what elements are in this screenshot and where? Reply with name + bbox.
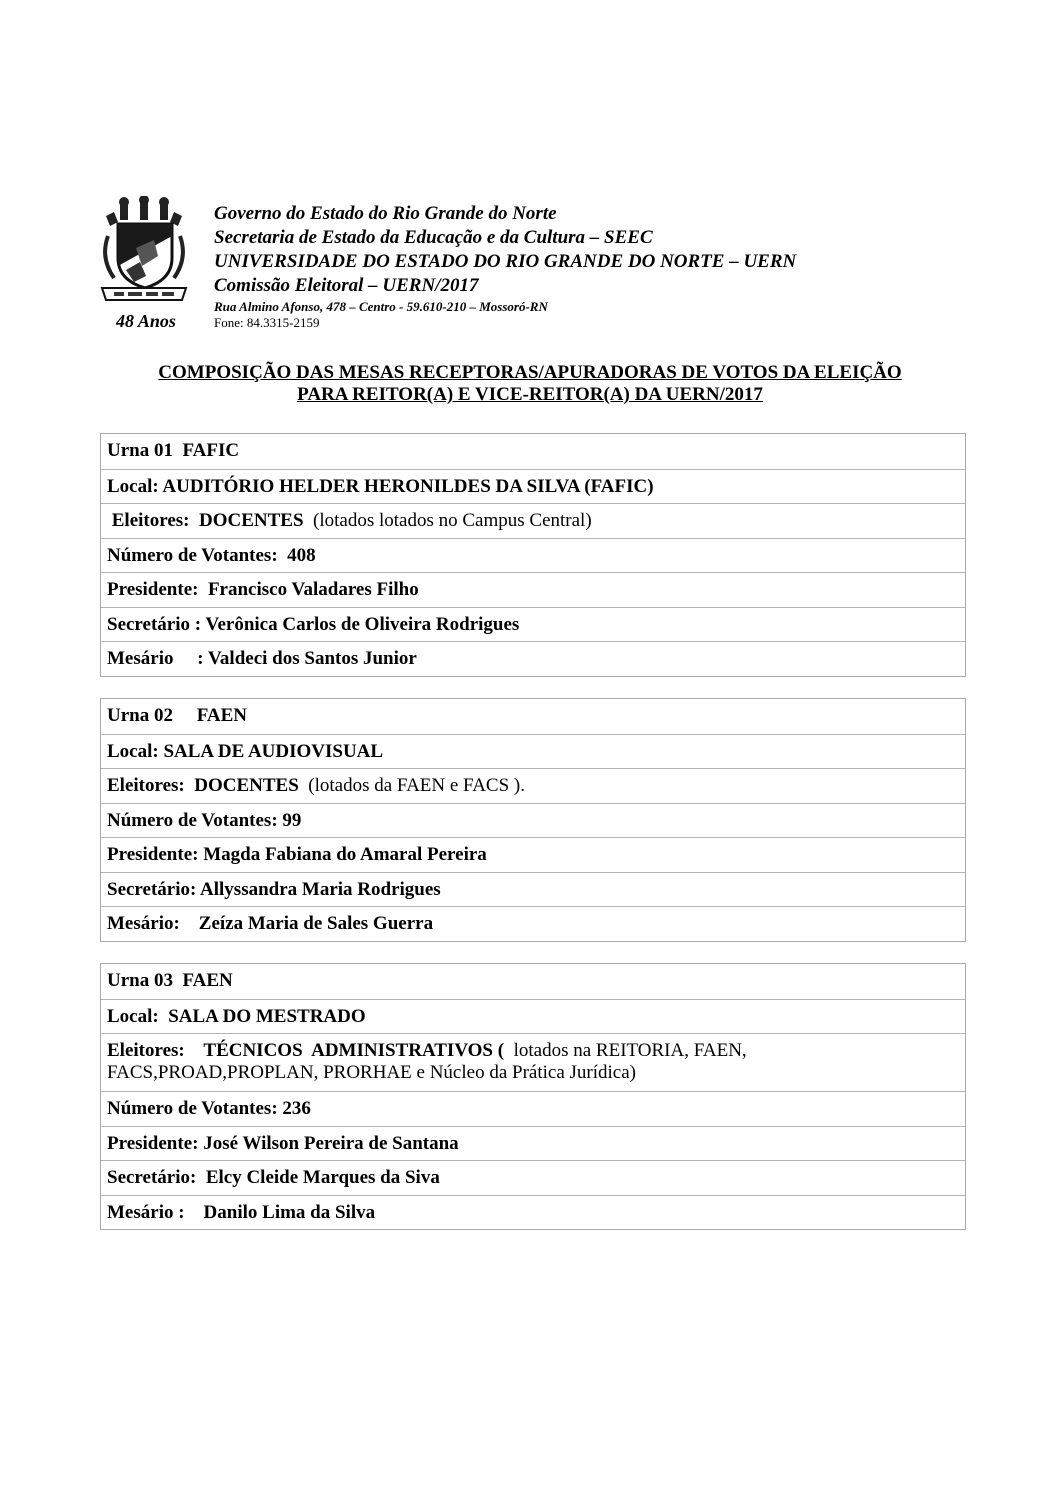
urna-local: Local: SALA DO MESTRADO [101, 999, 965, 1034]
header-line: Governo do Estado do Rio Grande do Norte [214, 203, 557, 224]
urna-name: Urna 03 FAEN [107, 970, 233, 991]
urna-table [100, 698, 966, 942]
urna-local: Local: AUDITÓRIO HELDER HERONILDES DA SILVA (FAFIC) [101, 469, 965, 504]
header-phone: Fone: 84.3315-2159 [214, 315, 320, 330]
header-line: Secretaria de Estado da Educação e da Cultura – SEEC [214, 227, 653, 248]
urna-votantes: Número de Votantes: 408 [101, 538, 965, 573]
letterhead [96, 196, 976, 336]
urna-mesario: Mesário : Danilo Lima da Silva [101, 1195, 965, 1230]
urna-name: Urna 01 FAFIC [107, 440, 240, 461]
urna-table [100, 433, 966, 677]
eleitores-detail: (lotados da FAEN e FACS ). [303, 775, 525, 796]
urna-eleitores [101, 1033, 965, 1091]
urna-mesario: Mesário: Zeíza Maria de Sales Guerra [101, 906, 965, 941]
header-line: Comissão Eleitoral – UERN/2017 [214, 275, 479, 296]
eleitores-detail: (lotados lotados no Campus Central) [308, 510, 592, 531]
urna-presidente: Presidente: José Wilson Pereira de Santana [101, 1126, 965, 1161]
title-line: COMPOSIÇÃO DAS MESAS RECEPTORAS/APURADORAS DE VOTOS DA ELEIÇÃO [158, 362, 902, 383]
urna-presidente: Presidente: Francisco Valadares Filho [101, 572, 965, 607]
eleitores-label: Eleitores: DOCENTES [107, 510, 309, 531]
urna-name: Urna 02 FAEN [107, 705, 248, 726]
urna-table [100, 963, 966, 1230]
urna-secretario: Secretário: Elcy Cleide Marques da Siva [101, 1160, 965, 1195]
title-line: PARA REITOR(A) E VICE-REITOR(A) DA UERN/2017 [297, 384, 763, 405]
university-crest-icon [96, 196, 192, 304]
eleitores-label: Eleitores: DOCENTES [107, 775, 304, 796]
urna-votantes: Número de Votantes: 99 [101, 803, 965, 838]
urna-eleitores [101, 768, 965, 803]
eleitores-label: Eleitores: TÉCNICOS ADMINISTRATIVOS ( [107, 1040, 509, 1061]
urna-local: Local: SALA DE AUDIOVISUAL [101, 734, 965, 769]
urna-mesario: Mesário : Valdeci dos Santos Junior [101, 641, 965, 676]
header-address: Rua Almino Afonso, 478 – Centro - 59.610-210 – Mossoró-RN [214, 299, 548, 314]
eleitores-detail: lotados na REITORIA, FAEN, FACS,PROAD,PROPLAN, PRORHAE e Núcleo da Prática Jurídica) [107, 1040, 752, 1083]
urna-presidente: Presidente: Magda Fabiana do Amaral Pereira [101, 837, 965, 872]
document-title [80, 362, 980, 406]
urna-votantes: Número de Votantes: 236 [101, 1091, 965, 1126]
urna-secretario: Secretário : Verônica Carlos de Oliveira Rodrigues [101, 607, 965, 642]
urna-eleitores [101, 503, 965, 538]
header-line: UNIVERSIDADE DO ESTADO DO RIO GRANDE DO NORTE – UERN [214, 251, 797, 272]
urna-secretario: Secretário: Allyssandra Maria Rodrigues [101, 872, 965, 907]
anniversary-label: 48 Anos [116, 311, 176, 331]
